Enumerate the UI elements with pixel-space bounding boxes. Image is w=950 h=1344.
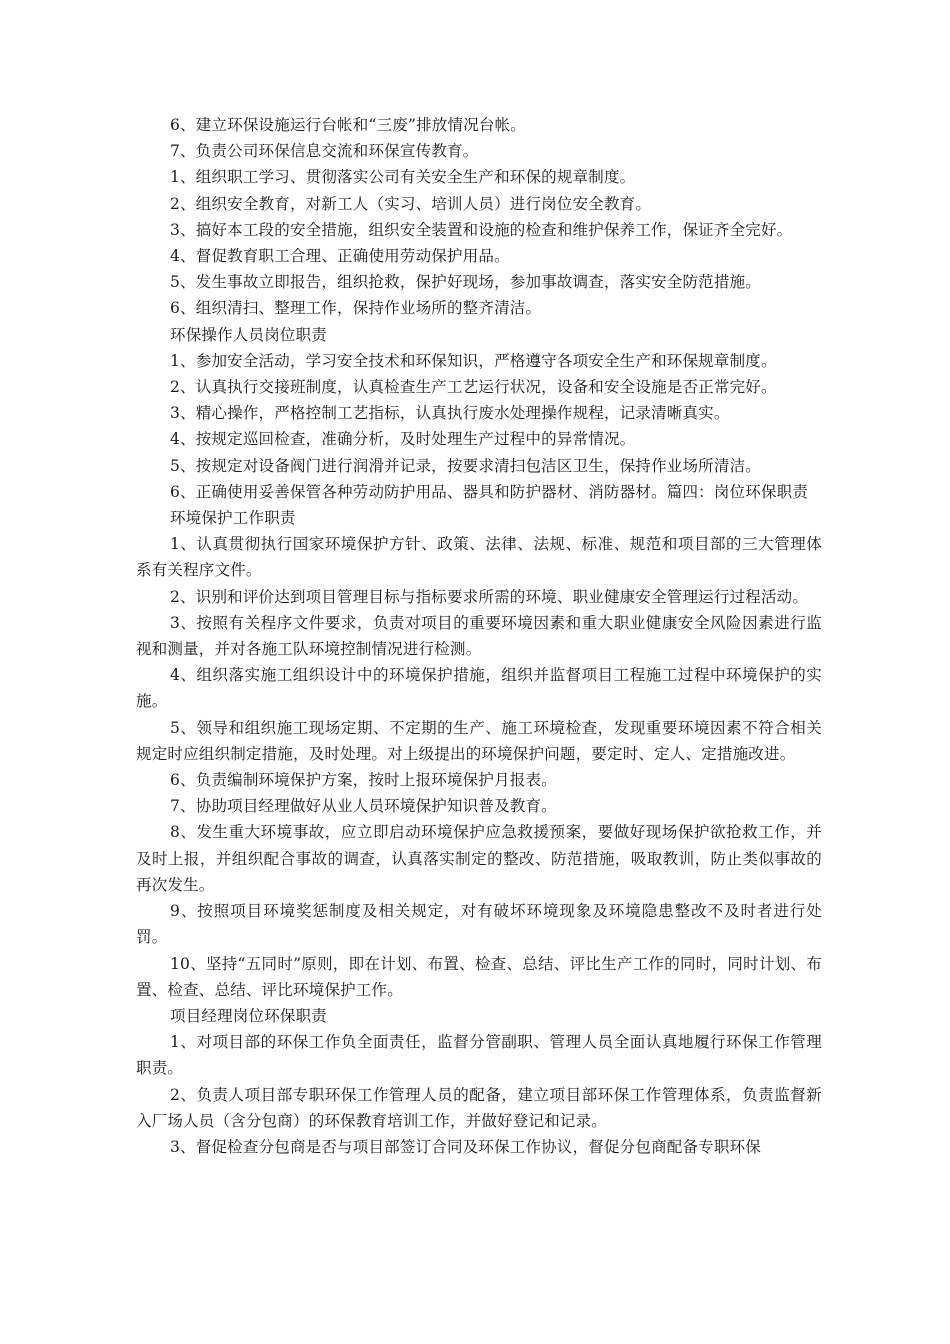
paragraph: 1、参加安全活动，学习安全技术和环保知识，严格遵守各项安全生产和环保规章制度。 — [170, 351, 777, 370]
paragraph: 4、组织落实施工组织设计中的环境保护措施，组织并监督项目工程施工过程中环境保护的实施。 — [136, 666, 822, 711]
paragraph: 6、负责编制环境保护方案，按时上报环境保护月报表。 — [170, 771, 557, 790]
section-heading: 项目经理岗位环保职责 — [170, 1006, 328, 1025]
paragraph: 5、按规定对设备阀门进行润滑并记录，按要求清扫包洁区卫生，保持作业场所清洁。 — [170, 456, 761, 475]
paragraph: 3、搞好本工段的安全措施，组织安全装置和设施的检查和维护保养工作，保证齐全完好。 — [170, 220, 793, 239]
paragraph: 8、发生重大环境事故，应立即启动环境保护应急救援预案，要做好现场保护欲抢救工作，并及时上报，并组织配合事故的调查，认真落实制定的整改、防范措施，吸取教训，防止类似事故的再次发生。 — [136, 823, 822, 894]
paragraph: 2、识别和评价达到项目管理目标与指标要求所需的环境、职业健康安全管理运行过程活动。 — [170, 587, 809, 606]
paragraph: 2、负责人项目部专职环保工作管理人员的配备，建立项目部环保工作管理体系，负责监督新入厂场人员（含分包商）的环保教育培训工作，并做好登记和记录。 — [136, 1085, 822, 1130]
paragraph: 3、精心操作，严格控制工艺指标，认真执行废水处理操作规程，记录清晰真实。 — [170, 404, 730, 423]
document-body — [136, 112, 822, 1160]
paragraph: 9、按照项目环境奖惩制度及相关规定，对有破坏环境现象及环境隐患整改不及时者进行处罚。 — [136, 902, 822, 947]
paragraph: 1、组织职工学习、贯彻落实公司有关安全生产和环保的规章制度。 — [170, 168, 636, 187]
paragraph: 2、认真执行交接班制度，认真检查生产工艺运行状况，设备和安全设施是否正常完好。 — [170, 378, 777, 397]
section-heading: 环保操作人员岗位职责 — [170, 325, 328, 344]
paragraph: 1、认真贯彻执行国家环境保护方针、政策、法律、法规、标准、规范和项目部的三大管理体系有关程序文件。 — [136, 535, 822, 580]
paragraph: 3、按照有关程序文件要求，负责对项目的重要环境因素和重大职业健康安全风险因素进行监视和测量，并对各施工队环境控制情况进行检测。 — [136, 613, 822, 659]
paragraph: 7、负责公司环保信息交流和环保宣传教育。 — [170, 142, 479, 161]
paragraph: 4、督促教育职工合理、正确使用劳动保护用品。 — [170, 247, 510, 266]
paragraph: 6、正确使用妥善保管各种劳动防护用品、器具和防护器材、消防器材。篇四：岗位环保职责 — [170, 482, 809, 501]
paragraph: 1、对项目部的环保工作负全面责任，监督分管副职、管理人员全面认真地履行环保工作管理职责。 — [136, 1033, 822, 1078]
paragraph: 4、按规定巡回检查，准确分析，及时处理生产过程中的异常情况。 — [170, 430, 636, 449]
section-heading: 环境保护工作职责 — [170, 509, 296, 528]
paragraph: 10、坚持“五同时”原则，即在计划、布置、检查、总结、评比生产工作的同时，同时计划、布置、检查、总结、评比环境保护工作。 — [136, 954, 822, 999]
paragraph: 7、协助项目经理做好从业人员环境保护知识普及教育。 — [170, 797, 557, 816]
paragraph: 6、组织清扫、整理工作，保持作业场所的整齐清洁。 — [170, 299, 542, 318]
paragraph: 2、组织安全教育，对新工人（实习、培训人员）进行岗位安全教育。 — [170, 194, 652, 213]
paragraph: 5、领导和组织施工现场定期、不定期的生产、施工环境检查，发现重要环境因素不符合相关规定时应组织制定措施，及时处理。对上级提出的环境保护问题，要定时、定人、定措施改进。 — [136, 718, 822, 763]
paragraph: 5、发生事故立即报告，组织抢救，保护好现场，参加事故调查，落实安全防范措施。 — [170, 273, 761, 292]
paragraph: 3、督促检查分包商是否与项目部签订合同及环保工作协议，督促分包商配备专职环保 — [170, 1137, 761, 1156]
paragraph: 6、建立环保设施运行台帐和“三废”排放情况台帐。 — [170, 116, 527, 134]
